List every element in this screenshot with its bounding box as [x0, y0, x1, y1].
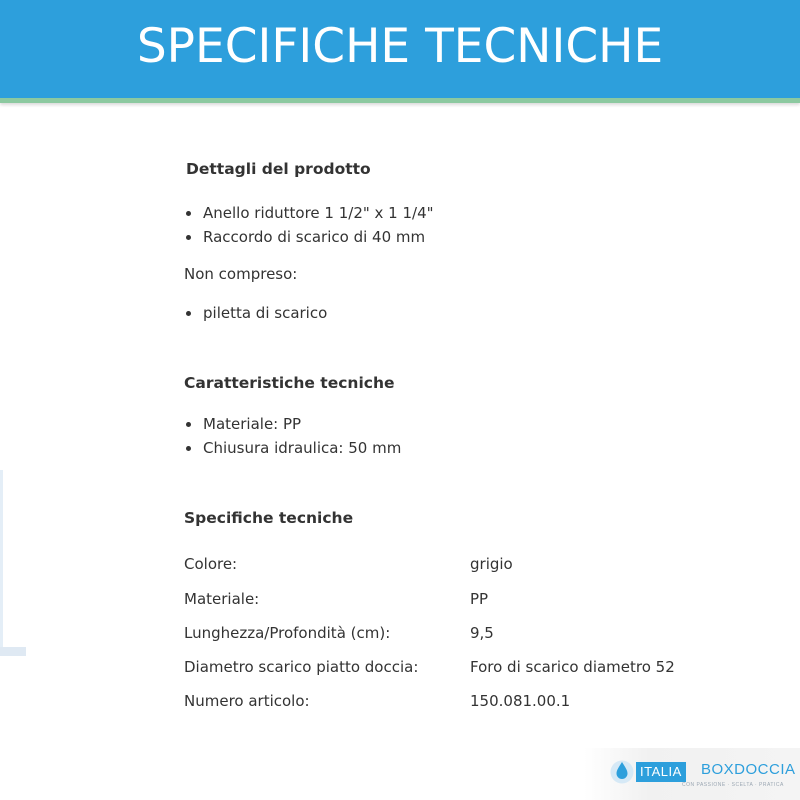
list-item: piletta di scarico	[184, 301, 327, 325]
table-row	[184, 590, 744, 614]
not-included-label: Non compreso:	[184, 265, 298, 283]
table-row	[184, 658, 744, 682]
logo-tagline: CON PASSIONE · SCELTA · PRATICA	[682, 782, 784, 788]
spec-label: Lunghezza/Profondità (cm):	[184, 624, 391, 642]
included-list	[184, 201, 434, 249]
header-banner	[0, 0, 800, 103]
logo-text-italia: ITALIA	[636, 762, 686, 782]
details-heading: Dettagli del prodotto	[186, 160, 371, 178]
list-item: Raccordo di scarico di 40 mm	[184, 225, 434, 249]
spec-value: PP	[470, 590, 489, 608]
spec-value: 150.081.00.1	[470, 692, 571, 710]
brand-logo	[584, 748, 800, 800]
list-item: Chiusura idraulica: 50 mm	[184, 436, 401, 460]
list-item: Anello riduttore 1 1/2" x 1 1/4"	[184, 201, 434, 225]
logo-text-boxdoccia: BOXDOCCIA	[701, 761, 796, 778]
characteristics-list	[184, 412, 401, 460]
spec-value: grigio	[470, 555, 513, 573]
characteristics-heading: Caratteristiche tecniche	[184, 374, 395, 392]
spec-label: Diametro scarico piatto doccia:	[184, 658, 419, 676]
not-included-list	[184, 301, 327, 325]
table-row	[184, 555, 744, 579]
spec-label: Materiale:	[184, 590, 260, 608]
table-row	[184, 624, 744, 648]
left-edge-decoration	[0, 470, 3, 650]
spec-label: Numero articolo:	[184, 692, 310, 710]
specs-heading: Specifiche tecniche	[184, 509, 354, 527]
water-drop-icon	[610, 758, 634, 784]
spec-value: Foro di scarico diametro 52	[470, 658, 675, 676]
banner-title: SPECIFICHE TECNICHE	[136, 19, 664, 74]
left-edge-tab	[0, 647, 26, 656]
table-row	[184, 692, 744, 716]
spec-value: 9,5	[470, 624, 494, 642]
spec-label: Colore:	[184, 555, 238, 573]
list-item: Materiale: PP	[184, 412, 401, 436]
